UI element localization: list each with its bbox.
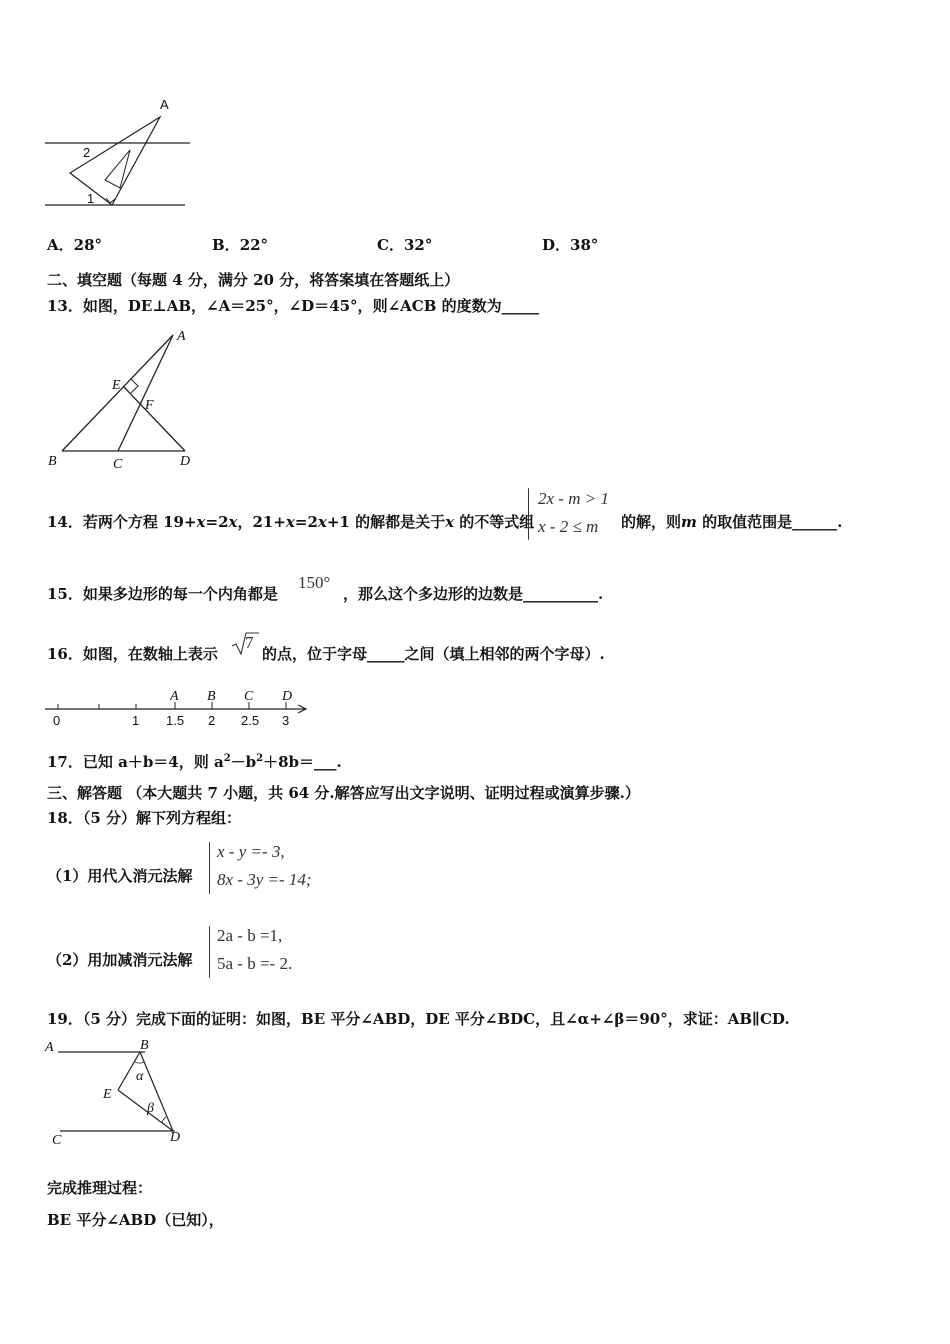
axis-num-3: 3 [282,713,290,728]
q18-part1-eq2: 8x - 3y =- 14; [217,870,312,889]
q18-part2-eq1: 2a - b =1, [217,926,283,945]
q18-part2-brace [209,926,210,978]
set-square-inner [105,150,130,188]
q12-option-a[interactable]: A．28° [47,236,103,254]
line-ca [118,335,173,451]
beta-arc [162,1117,166,1123]
q13-label-e: E [112,378,121,393]
q19-title: 19．（5 分）完成下面的证明：如图，BE 平分∠ABD，DE 平分∠BDC，且∠α+∠β＝90°，求证：AB∥CD. [47,1010,790,1028]
section3-title: 三、解答题 （本大题共 7 小题，共 64 分.解答应写出文字说明、证明过程或演算步骤.） [47,784,640,802]
alpha-arc [135,1062,144,1063]
q13-label-b: B [48,454,57,469]
axis-num-1: 1 [132,713,140,728]
q18-part2-label: （2）用加减消元法解 [47,951,193,969]
q18-title: 18．（5 分）解下列方程组： [47,809,242,827]
q19-label-c: C [52,1133,62,1148]
set-square-outer [70,117,160,205]
q14-inequality-1: 2x - m > 1 [538,489,609,508]
axis-letter-b: B [207,689,216,704]
axis-num-0: 0 [53,713,61,728]
q12-label-a: A [160,97,169,112]
q13-figure [40,325,210,473]
q19-label-alpha: α [136,1069,144,1084]
q14-brace [528,488,529,540]
axis-num-2-5: 2.5 [241,713,260,728]
q19-label-a: A [45,1040,54,1055]
axis-num-1-5: 1.5 [166,713,185,728]
q12-option-b[interactable]: B．22° [212,236,269,254]
q12-figure [40,95,200,215]
q18-part1-eq1: x - y =- 3, [217,842,285,861]
q19-label-e: E [103,1087,112,1102]
q13-label-a: A [177,329,186,344]
q17-text: 17．已知 a＋b＝4，则 $a^2-b^2+8b=\_\_\_$. [47,753,342,771]
q12-label-1: 1 [87,191,95,206]
q19-label-d: D [170,1130,181,1145]
q18-part1-label: （1）用代入消元法解 [47,867,193,885]
q19-label-b: B [140,1038,149,1053]
q14-text-prefix: 14．若两个方程 19+x=2x，21+x=2x+1 的解都是关于x 的不等式组 [47,513,535,531]
section2-title: 二、填空题（每题 4 分，满分 20 分，将答案填在答题纸上） [47,271,460,289]
q13-label-f: F [145,398,154,413]
q18-part1-brace [209,842,210,894]
q12-option-c[interactable]: C．32° [377,236,433,254]
q15-angle: 150° [298,573,331,592]
q19-step1: BE 平分∠ABD（已知）， [47,1211,224,1229]
axis-letter-c: C [244,689,254,704]
q19-figure [40,1035,200,1150]
q12-option-d[interactable]: D．38° [542,236,599,254]
q14-inequality-2: x - 2 ≤ m [538,517,599,536]
q13-text: 13．如图，DE⊥AB，∠A＝25°，∠D＝45°，则∠ACB 的度数为_____ [47,297,540,315]
q16-radicand: 7 [245,633,254,652]
q19-reasoning-title: 完成推理过程： [47,1179,153,1197]
axis-letter-d: D [282,689,293,704]
axis-letter-a: A [170,689,179,704]
q13-label-d: D [180,454,191,469]
axis-num-2: 2 [208,713,216,728]
q14-text-suffix: 的解，则m 的取值范围是______. [621,513,843,531]
number-line [40,682,320,730]
q18-part2-eq2: 5a - b =- 2. [217,954,293,973]
q16-text-prefix: 16．如图，在数轴上表示 [47,645,218,663]
q15-text-prefix: 15．如果多边形的每一个内角都是 [47,585,278,603]
line-ba [62,335,173,451]
right-angle-mark [131,379,138,393]
q19-label-beta: β [147,1101,154,1116]
q12-label-2: 2 [83,145,91,160]
q13-label-c: C [113,457,123,472]
q15-text-suffix: ，那么这个多边形的边数是__________. [343,585,604,603]
q16-text-suffix: 的点，位于字母_____之间（填上相邻的两个字母）. [262,645,605,663]
